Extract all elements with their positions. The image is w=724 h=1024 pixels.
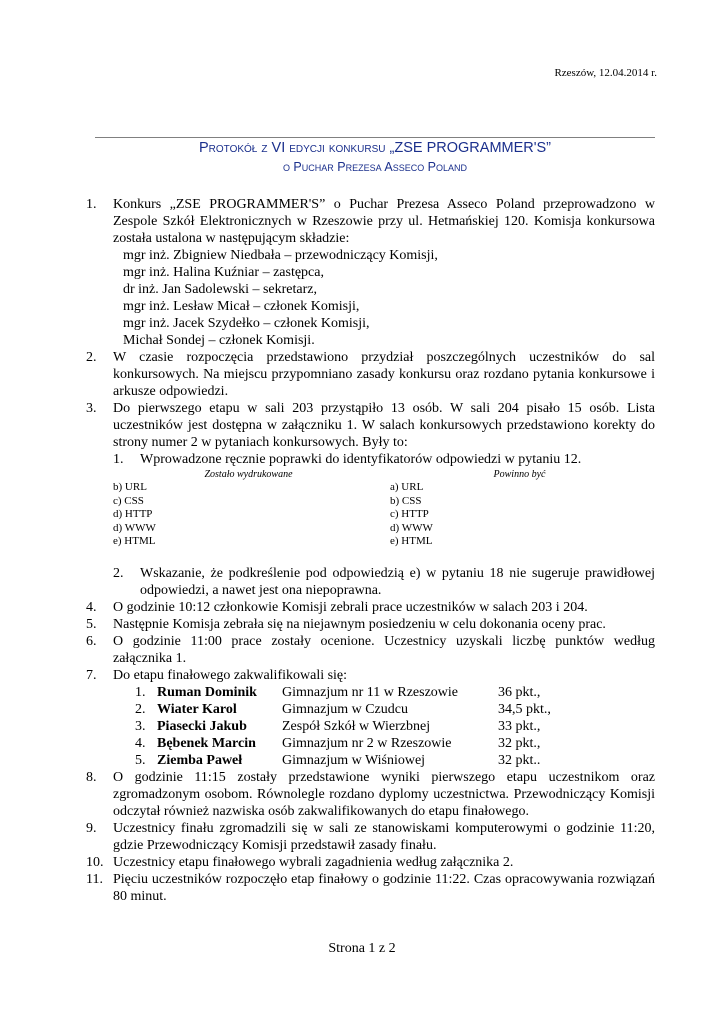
committee-member: mgr inż. Lesław Micał – członek Komisji, <box>123 299 360 314</box>
item-number: 7. <box>86 667 97 683</box>
subitem-text: Wskazanie, że podkreślenie pod odpowiedzią e) w pytaniu 18 nie sugeruje prawidłowej odpowiedzi, a nawet jest ona niepoprawna. <box>140 565 655 598</box>
item-text: O godzinie 11:00 prace zostały ocenione. Uczestnicy uzyskali liczbę punktów według załącznika 1. <box>113 633 655 666</box>
table-row <box>135 718 551 735</box>
printed-answer: d) WWW <box>113 521 156 534</box>
protocol-item-3 <box>86 400 655 599</box>
finalist-name: Wiater Karol <box>157 701 237 717</box>
corrections-header-correct: Powinno być <box>493 469 546 480</box>
item-text: Uczestnicy finału zgromadzili się w sali ze stanowiskami komputerowymi o godzinie 11:20, gdzie Przewodniczący Komisji przedstawił zasady finału. <box>113 820 655 853</box>
item-number: 5. <box>86 616 97 632</box>
corrections-table <box>113 468 655 549</box>
table-row <box>135 735 551 752</box>
finalist-points: 34,5 pkt., <box>498 701 551 717</box>
finalist-number: 4. <box>135 735 146 751</box>
item-text: W czasie rozpoczęcia przedstawiono przydział poszczególnych uczestników do sal konkursowych. Na miejscu przypomniano zasady konkursu oraz rozdano pytania konkursowe i arkusze odpowiedzi. <box>113 350 655 399</box>
finalist-name: Bębenek Marcin <box>157 735 256 751</box>
item-text: O godzinie 10:12 członkowie Komisji zebrali prace uczestników w salach 203 i 204. <box>113 599 588 615</box>
table-row <box>135 684 551 701</box>
correct-answer: d) WWW <box>390 521 433 534</box>
table-row <box>135 752 551 769</box>
committee-member: mgr inż. Halina Kuźniar – zastępca, <box>123 265 324 280</box>
protocol-body <box>86 196 655 905</box>
table-row <box>135 701 551 718</box>
finalist-number: 1. <box>135 684 146 700</box>
item-text: Następnie Komisja zebrała się na niejawnym posiedzeniu w celu dokonania oceny prac. <box>113 616 606 632</box>
committee-member: dr inż. Jan Sadolewski – sekretarz, <box>123 282 317 297</box>
protocol-item-8 <box>86 769 655 820</box>
item-text: Konkurs „ZSE PROGRAMMER'S” o Puchar Prezesa Asseco Poland przeprowadzono w Zespole Szkół Elektronicznych w Rzeszowie przy ul. Hetmańskiej 120. Komisja konkursowa została ustalona w następującym składzie: <box>113 197 655 246</box>
protocol-item-7 <box>86 667 655 769</box>
protocol-item-2 <box>86 349 655 400</box>
document-date: Rzeszów, 12.04.2014 r. <box>554 67 657 79</box>
protocol-item-1 <box>86 196 655 349</box>
finalist-points: 33 pkt., <box>498 718 541 734</box>
document-subtitle: o Puchar Prezesa Asseco Poland <box>282 160 468 174</box>
subitem-number: 1. <box>113 452 124 467</box>
printed-answer: b) URL <box>113 481 147 493</box>
printed-answer: d) HTTP <box>113 508 153 521</box>
item-text: Do pierwszego etapu w sali 203 przystąpiło 13 osób. W sali 204 pisało 15 osób. Lista uczestników jest dostępna w załączniku 1. W salach konkursowych przedstawiono korekty do strony numer 2 w pytaniach konkursowych. Były to: <box>113 401 655 450</box>
item-number: 6. <box>86 633 97 649</box>
title-divider <box>95 137 655 138</box>
committee-list <box>113 247 655 349</box>
protocol-item-10 <box>86 854 655 871</box>
table-row <box>113 522 655 536</box>
protocol-item-11 <box>86 871 655 905</box>
finalist-school: Gimnazjum nr 2 w Rzeszowie <box>282 735 452 751</box>
committee-member: Michał Sondej – członek Komisji. <box>123 333 315 348</box>
finalist-number: 2. <box>135 701 146 717</box>
finalist-school: Gimnazjum w Czudcu <box>282 701 408 717</box>
subitem-2 <box>113 565 655 599</box>
committee-member: mgr inż. Jacek Szydełko – członek Komisji, <box>123 316 370 331</box>
subitem-text: Wprowadzone ręcznie poprawki do identyfikatorów odpowiedzi w pytaniu 12. <box>140 452 582 467</box>
item-number: 1. <box>86 197 97 212</box>
finalist-school: Gimnazjum w Wiśniowej <box>282 752 426 768</box>
table-row <box>113 508 655 522</box>
correct-answer: b) CSS <box>390 494 422 507</box>
finalist-name: Piasecki Jakub <box>157 718 247 734</box>
table-row <box>113 495 655 509</box>
protocol-item-6 <box>86 633 655 667</box>
finalist-points: 32 pkt., <box>498 735 541 751</box>
item-number: 4. <box>86 599 97 615</box>
printed-answer: e) HTML <box>113 535 156 548</box>
item-number: 8. <box>86 769 97 785</box>
finalist-name: Ziemba Paweł <box>157 752 243 768</box>
finalist-school: Zespół Szkół w Wierzbnej <box>282 718 431 734</box>
page-number: Strona 1 z 2 <box>328 941 396 956</box>
subitem-1 <box>113 451 655 468</box>
item-text: Pięciu uczestników rozpoczęło etap finałowy o godzinie 11:22. Czas opracowywania rozwiązań 80 minut. <box>113 871 655 904</box>
protocol-item-5 <box>86 616 655 633</box>
finalist-name: Ruman Dominik <box>157 684 257 700</box>
item-number: 10. <box>86 854 104 870</box>
item-text: Uczestnicy etapu finałowego wybrali zagadnienia według załącznika 2. <box>113 854 514 870</box>
protocol-item-4 <box>86 599 655 616</box>
printed-answer: c) CSS <box>113 494 144 507</box>
correct-answer: a) URL <box>390 481 424 493</box>
finalists-table <box>135 684 551 769</box>
subitem-number: 2. <box>113 565 124 581</box>
item-text: Do etapu finałowego zakwalifikowali się: <box>113 667 348 683</box>
item-number: 11. <box>86 871 103 887</box>
document-title: Protokół z VI edycji konkursu „ZSE PROGRAMMER'S” <box>198 140 552 156</box>
finalist-points: 32 pkt.. <box>498 752 541 768</box>
item-text: O godzinie 11:15 zostały przedstawione wyniki pierwszego etapu uczestnikom oraz zgromadzonym osobom. Równolegle rozdano dyplomy uczestnictwa. Przewodniczący Komisji odczytał również nazwiska osób zakwalifikowanych do etapu finałowego. <box>113 769 655 819</box>
finalist-school: Gimnazjum nr 11 w Rzeszowie <box>282 684 458 700</box>
committee-member: mgr inż. Zbigniew Niedbała – przewodniczący Komisji, <box>123 248 438 263</box>
correct-answer: e) HTML <box>390 535 433 548</box>
item-number: 9. <box>86 820 97 836</box>
finalist-number: 3. <box>135 718 146 734</box>
correct-answer: c) HTTP <box>390 508 429 521</box>
item-number: 3. <box>86 401 97 416</box>
item-number: 2. <box>86 350 97 365</box>
finalist-number: 5. <box>135 752 146 768</box>
table-row <box>113 481 655 495</box>
finalist-points: 36 pkt., <box>498 684 541 700</box>
table-row <box>113 535 655 549</box>
corrections-header-printed: Zostało wydrukowane <box>204 469 293 480</box>
protocol-item-9 <box>86 820 655 854</box>
